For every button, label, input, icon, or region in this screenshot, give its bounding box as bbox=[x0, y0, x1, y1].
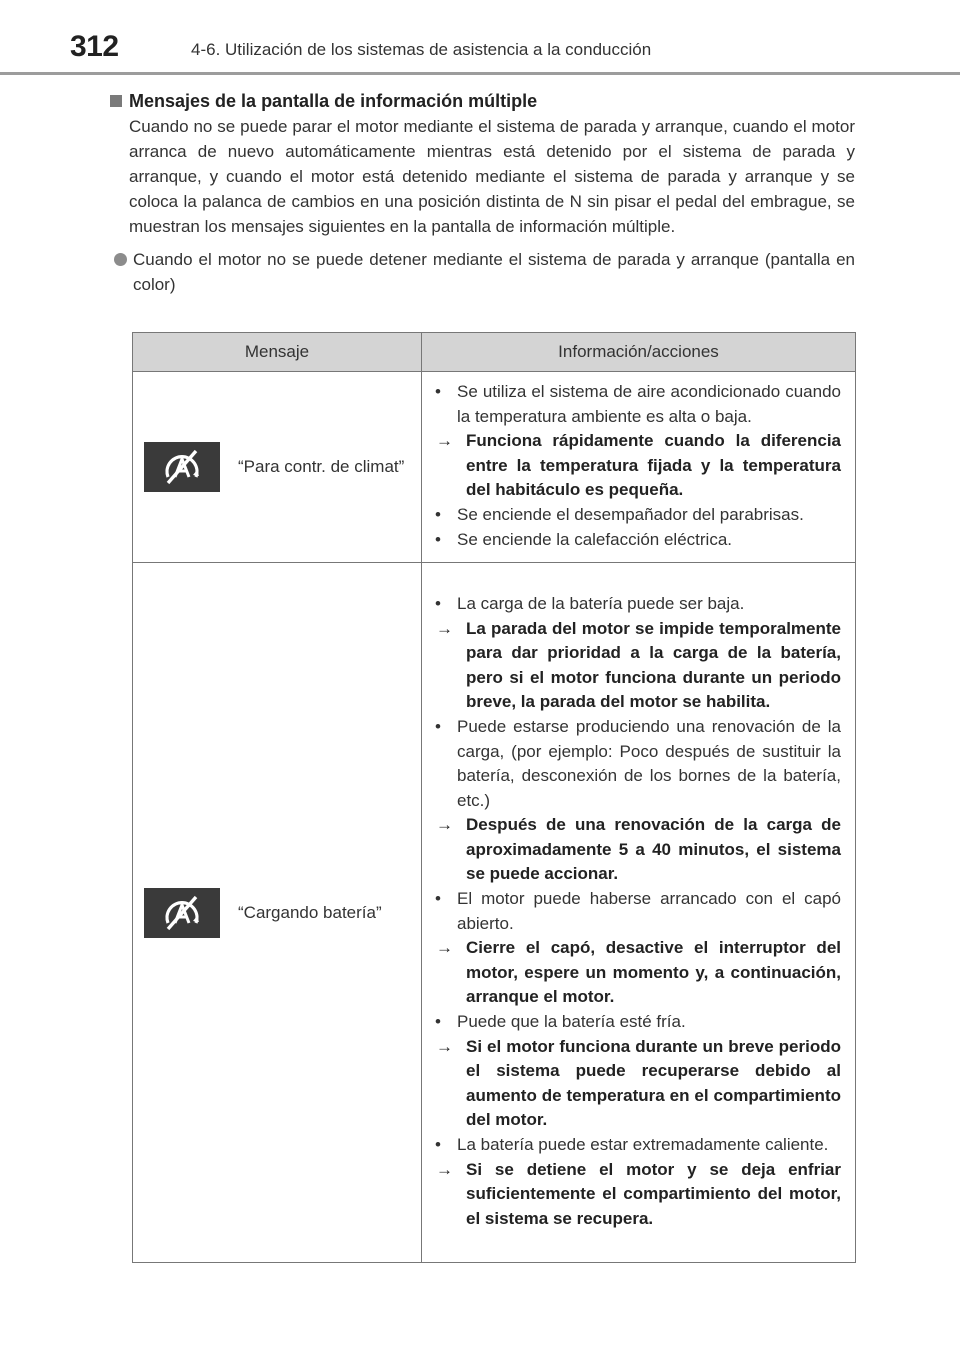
header-info-actions: Información/acciones bbox=[422, 333, 856, 372]
bullet-item bbox=[110, 247, 855, 297]
arrow-icon: → bbox=[436, 1159, 453, 1179]
info-action: → La parada del motor se impide temporalmente para dar prioridad a la carga de la batería, pero si el motor funciona durante un periodo breve, la parada del motor se habilita. bbox=[432, 617, 841, 715]
arrow-icon: → bbox=[436, 938, 453, 958]
info-bullet: • Se enciende el desempañador del parabrisas. bbox=[435, 504, 804, 524]
section-heading bbox=[110, 88, 855, 114]
info-bullet: • El motor puede haberse arrancado con el capó abierto. bbox=[435, 889, 841, 933]
info-cell bbox=[422, 372, 856, 563]
page-header bbox=[0, 0, 960, 78]
arrow-icon: → bbox=[436, 1036, 453, 1056]
stop-start-off-icon bbox=[144, 442, 220, 492]
table-row bbox=[133, 563, 856, 1263]
header-message: Mensaje bbox=[133, 333, 422, 372]
info-bullet: • La batería puede estar extremadamente caliente. bbox=[435, 1135, 829, 1154]
info-bullet: • Se enciende la calefacción eléctrica. bbox=[435, 529, 732, 549]
table-row bbox=[133, 372, 856, 563]
section-title: Mensajes de la pantalla de información múltiple bbox=[129, 91, 538, 111]
bullet-text: Cuando el motor no se puede detener mediante el sistema de parada y arranque (pantalla en color) bbox=[133, 250, 855, 294]
info-action: → Si el motor funciona durante un breve periodo el sistema puede recuperarse debido al aumento de temperatura en el compartimiento del motor. bbox=[432, 1035, 841, 1133]
message-text: “Cargando batería” bbox=[238, 902, 382, 922]
section bbox=[110, 88, 855, 297]
info-bullet: • Puede que la batería esté fría. bbox=[435, 1012, 686, 1032]
info-action: → Después de una renovación de la carga de aproximadamente 5 a 40 minutos, el sistema se puede accionar. bbox=[432, 813, 841, 887]
stop-start-off-icon bbox=[144, 888, 220, 938]
info-action: → Si se detiene el motor y se deja enfriar suficientemente el compartimiento del motor, el sistema se recupera. bbox=[432, 1158, 841, 1232]
intro-paragraph: Cuando no se puede parar el motor mediante el sistema de parada y arranque, cuando el motor arranca de nuevo automáticamente mientras está detenido por el sistema de parada y arranque, y cuando el motor está detenido mediante el sistema de parada y arranque y se coloca la palanca de cambios en una posición distinta de N sin pisar el pedal del embrague, se muestran los mensajes siguientes en la pantalla de información múltiple. bbox=[129, 117, 855, 236]
arrow-icon: → bbox=[436, 815, 453, 835]
table-header-row bbox=[133, 333, 856, 372]
message-text: “Para contr. de climat” bbox=[238, 457, 405, 477]
info-cell bbox=[422, 563, 856, 1263]
info-bullet: • Se utiliza el sistema de aire acondicionado cuando la temperatura ambiente es alta o baja. bbox=[435, 382, 841, 426]
page-number: 312 bbox=[70, 30, 119, 63]
info-action: → Funciona rápidamente cuando la diferencia entre la temperatura fijada y la temperatura del habitáculo es pequeña. bbox=[432, 429, 841, 503]
arrow-icon: → bbox=[436, 618, 453, 638]
chapter-title: 4-6. Utilización de los sistemas de asistencia a la conducción bbox=[191, 40, 652, 59]
info-action: → Cierre el capó, desactive el interruptor del motor, espere un momento y, a continuación, arranque el motor. bbox=[432, 936, 841, 1010]
circle-bullet-icon bbox=[114, 253, 127, 266]
message-cell bbox=[133, 563, 422, 1263]
header-divider bbox=[0, 72, 960, 75]
arrow-icon: → bbox=[436, 431, 453, 451]
message-cell bbox=[133, 372, 422, 563]
messages-table bbox=[132, 332, 856, 1263]
info-bullet: • La carga de la batería puede ser baja. bbox=[435, 593, 745, 613]
info-bullet: • Puede estarse produciendo una renovación de la carga, (por ejemplo: Poco después de sustituir la batería, desconexión de los bornes de la batería, etc.) bbox=[435, 716, 841, 810]
square-bullet-icon bbox=[110, 95, 122, 107]
